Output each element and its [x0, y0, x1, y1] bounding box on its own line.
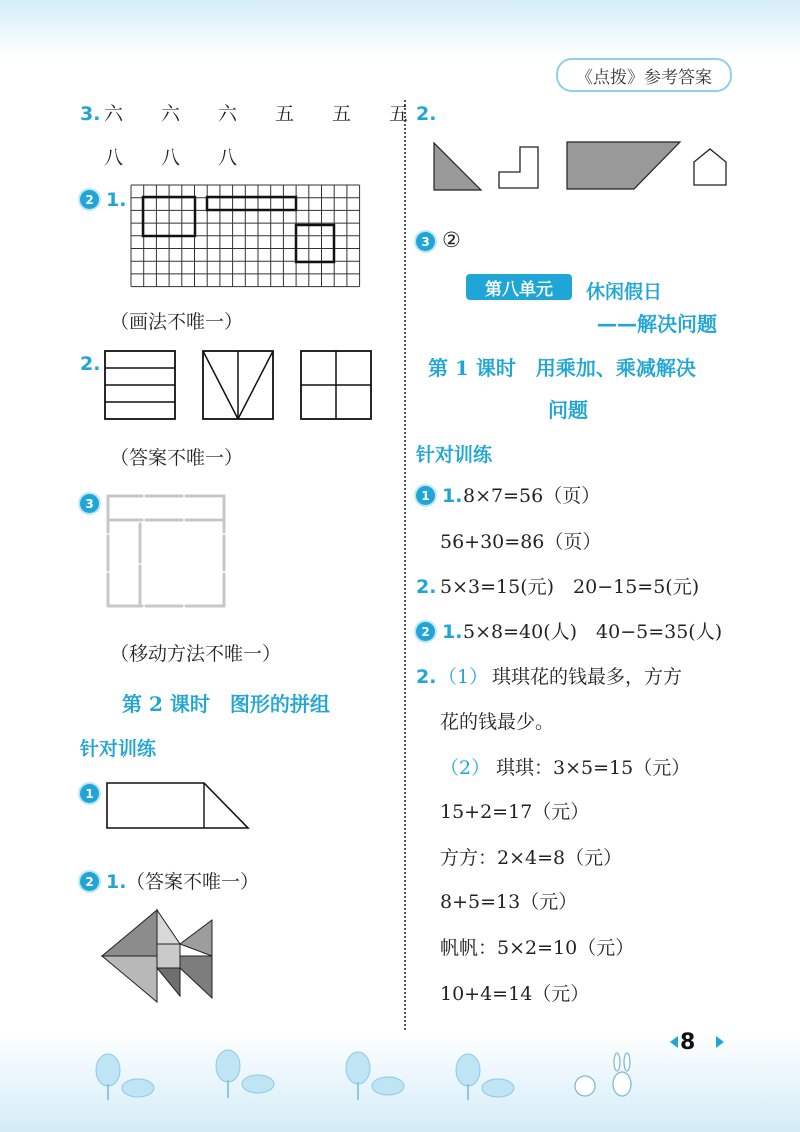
q3-row1: 六 六 六 五 五 五: [104, 103, 409, 125]
q2-number: 2.: [80, 353, 101, 375]
p2-q2-part1-label: （1）: [438, 666, 489, 688]
p2-q2-part1-line2: 花的钱最少。: [440, 711, 555, 733]
p1-q2-number: 2.: [416, 576, 437, 598]
top-decoration: [0, 0, 800, 60]
right-triangle-shape: [433, 142, 483, 192]
p1-q1-number: 1.: [442, 485, 463, 507]
unit-tag: 第八单元: [466, 274, 572, 300]
p1-q1-line1: 8×7=56（页）: [463, 485, 601, 507]
p2-badge: 2: [416, 622, 435, 641]
right-s3-answer: ②: [442, 228, 461, 252]
right-training-heading: 针对训练: [416, 444, 493, 466]
p1-q1-line2: 56+30=86（页）: [440, 531, 602, 553]
left-section-2-badge: 2: [80, 872, 99, 891]
next-page-arrow-icon: [716, 1036, 724, 1048]
divided-square-quarters: [300, 350, 372, 420]
p2-q2-part2-line4: 8+5=13（元）: [440, 891, 578, 913]
note-move: （移动方法不唯一）: [110, 643, 282, 665]
q3-number: 3.: [80, 103, 101, 125]
footer-trees-decoration: [90, 1048, 710, 1108]
note-drawing: （画法不唯一）: [110, 311, 244, 333]
left-section-1-badge: 1: [80, 784, 99, 803]
section-2-badge: 2: [80, 190, 99, 209]
unit-title: 休闲假日: [586, 281, 663, 303]
right-q2-number: 2.: [416, 103, 437, 125]
unit-subtitle: ——解决问题: [597, 312, 717, 336]
p1-q2-text: 5×3=15(元) 20−15=5(元): [440, 576, 700, 598]
p2-q1-text: 5×8=40(人) 40−5=35(人): [463, 621, 723, 643]
matchstick-figure: [104, 492, 228, 610]
note-answer: （答案不唯一）: [110, 447, 244, 469]
p2-q1-number: 1.: [442, 621, 463, 643]
divided-square-stripes: [104, 350, 176, 420]
prev-page-arrow-icon: [670, 1036, 678, 1048]
grid-figure: [131, 185, 361, 287]
trapezoid-figure: [106, 782, 250, 830]
left-s2-q1-text: （答案不唯一）: [126, 871, 260, 893]
column-divider: [404, 100, 406, 1030]
right-section-3-badge: 3: [416, 232, 435, 251]
house-shape: [693, 148, 727, 186]
p2-q2-part2-line6: 10+4=14（元）: [440, 983, 590, 1005]
p2-q2-part2-line5: 帆帆：5×2=10（元）: [440, 937, 635, 959]
p2-q2-part2-label: （2）: [440, 757, 491, 779]
q3-row2: 八 八 八: [104, 147, 238, 169]
p2-q2-part2-line2: 15+2=17（元）: [440, 801, 590, 823]
p2-q2-part2-line1: 琪琪：3×5=15（元）: [496, 757, 691, 779]
p2-q2-number: 2.: [416, 666, 437, 688]
left-training-heading: 针对训练: [80, 738, 157, 760]
header-tag: 《点拨》参考答案: [556, 58, 732, 92]
l-shape: [498, 146, 540, 190]
tangram-fish: [102, 906, 214, 1002]
s2-q1-number: 1.: [106, 189, 127, 211]
p1-badge: 1: [416, 486, 435, 505]
drawn-square-small: [296, 225, 334, 262]
page-number: 8: [680, 1030, 696, 1055]
lesson-2-title: 第 2 课时 图形的拼组: [122, 692, 330, 716]
lesson-1-title-line2: 问题: [548, 398, 588, 422]
divided-square-triangles: [202, 350, 274, 420]
left-s2-q1-number: 1.: [106, 871, 127, 893]
parallelogram-shape: [566, 141, 682, 191]
lesson-1-title-line1: 第 1 课时 用乘加、乘减解决: [428, 356, 696, 380]
p2-q2-part1-line1: 琪琪花的钱最多，方方: [492, 666, 683, 688]
p2-q2-part2-line3: 方方：2×4=8（元）: [440, 847, 623, 869]
section-3-badge: 3: [80, 494, 99, 513]
